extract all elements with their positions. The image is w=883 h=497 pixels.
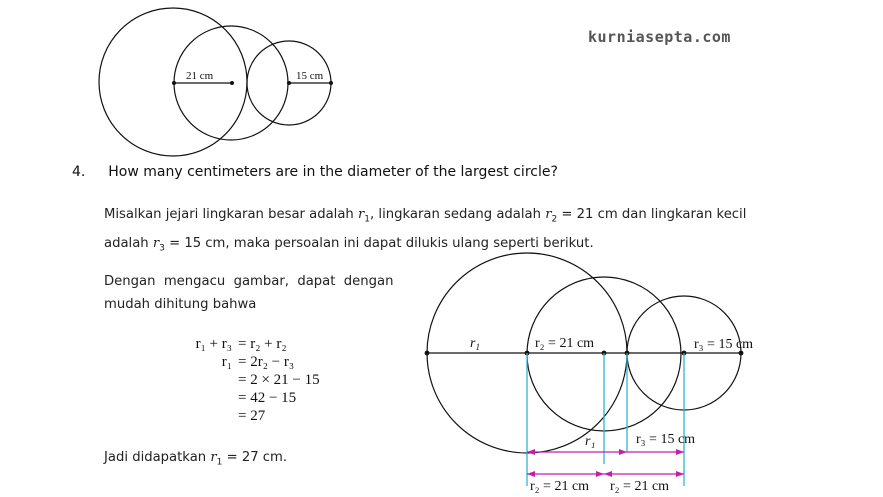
equation-row: = 42 − 15 — [238, 390, 297, 406]
label-r3-bottom: r₃ = 15 cm — [694, 337, 754, 352]
watermark-text: kurniasepta.com — [588, 28, 731, 46]
arrowhead-r2r-left — [604, 471, 612, 477]
equation-row: = 2 × 21 − 15 — [238, 372, 320, 388]
arrowhead-r3-right — [676, 449, 684, 455]
label-mid-r1: r₁ — [585, 434, 596, 449]
question-number: 4. — [72, 164, 86, 180]
label-bottom-right: r₂ = 21 cm — [610, 479, 670, 494]
equation-row: = 27 — [238, 408, 266, 424]
label-bottom-left: r₂ = 21 cm — [530, 479, 590, 494]
conclusion-line: Jadi didapatkan $r_1 = 27$ cm. — [104, 450, 288, 468]
label-r2-bottom: r₂ = 21 cm — [535, 336, 595, 351]
arrowhead-r1-left — [527, 449, 535, 455]
label-medium-top: 21 cm — [186, 70, 214, 82]
intro-line-1: Misalkan jejari lingkaran besar adalah $r_1$, lingkaran sedang adalah $r_2 = 21$ cm dan lingkaran kecil — [104, 207, 747, 225]
ref-line-1: Dengan mengacu gambar, dapat dengan — [104, 274, 394, 289]
equation-row: r₁ + r₃ = r₂ + r₂ — [195, 336, 287, 352]
arrowhead-r2l-left — [527, 471, 535, 477]
dot-left-edge — [425, 351, 430, 356]
question-text: How many centimeters are in the diameter of the largest circle? — [108, 164, 558, 180]
arrowhead-r2r-right — [676, 471, 684, 477]
arrowhead-r2l-right — [596, 471, 604, 477]
label-mid-r3: r₃ = 15 cm — [636, 432, 696, 447]
label-small-top: 15 cm — [296, 70, 324, 82]
equation-row: r₁ = 2r₂ − r₃ — [221, 354, 295, 370]
arrowhead-r1-right — [619, 449, 627, 455]
intro-line-2: adalah $r_3 = 15$ cm, maka persoalan ini dapat dilukis ulang seperti berikut. — [104, 235, 594, 254]
label-r1-bottom: $r_1$ — [470, 336, 480, 352]
ref-line-2: mudah dihitung bahwa — [104, 297, 257, 312]
